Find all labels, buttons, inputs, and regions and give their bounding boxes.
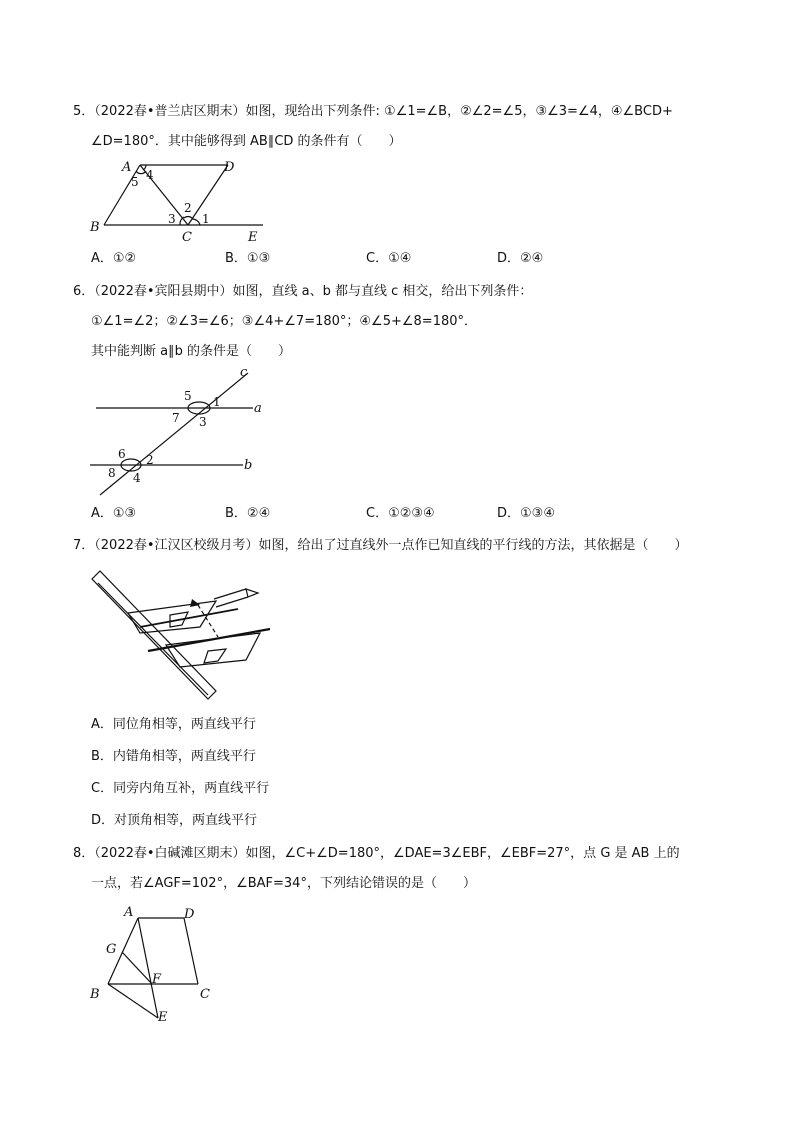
q6-option-d[interactable]: D．①③④ bbox=[497, 506, 555, 521]
q8-label-B: B bbox=[90, 987, 100, 1002]
q6-angle-2: 2 bbox=[146, 453, 154, 467]
q5-angle-2: 2 bbox=[184, 201, 192, 215]
q8-stem-line1: 8．（2022春•白碱滩区期末）如图，∠C+∠D=180°，∠DAE=3∠EBF，∠EBF=27°，点 G 是 AB 上的 bbox=[73, 846, 680, 861]
q8-label-D: D bbox=[184, 907, 195, 922]
q8-label-C: C bbox=[200, 987, 210, 1002]
q6-option-a[interactable]: A．①③ bbox=[91, 506, 137, 521]
q8-stem-line2: 一点，若∠AGF=102°，∠BAF=34°，下列结论错误的是（ ） bbox=[91, 876, 476, 891]
q6-option-c[interactable]: C．①②③④ bbox=[366, 506, 435, 521]
q6-angle-5: 5 bbox=[184, 389, 192, 403]
q7-figure bbox=[88, 565, 278, 705]
q5-figure bbox=[88, 155, 273, 245]
q7-stem-line1: 7．（2022春•江汉区校级月考）如图，给出了过直线外一点作已知直线的平行线的方法，其依据是（ ） bbox=[73, 538, 688, 553]
q8-figure bbox=[88, 900, 228, 1030]
q5-label-E: E bbox=[248, 230, 258, 245]
q6-option-b[interactable]: B．②④ bbox=[225, 506, 271, 521]
q6-angle-6: 6 bbox=[118, 447, 126, 461]
q5-label-C: C bbox=[182, 230, 192, 245]
q6-stem-line1: 6．（2022春•宾阳县期中）如图，直线 a、b 都与直线 c 相交，给出下列条件： bbox=[73, 284, 533, 299]
q6-angle-4: 4 bbox=[133, 471, 141, 485]
q5-angle-3: 3 bbox=[168, 212, 176, 226]
q6-angle-3: 3 bbox=[199, 415, 207, 429]
q6-label-a: a bbox=[254, 401, 262, 416]
q8-label-F: F bbox=[152, 972, 162, 987]
q7-option-d[interactable]: D．对顶角相等，两直线平行 bbox=[91, 813, 258, 828]
q6-angle-7: 7 bbox=[172, 411, 180, 425]
q7-option-b[interactable]: B．内错角相等，两直线平行 bbox=[91, 749, 256, 764]
q5-angle-1: 1 bbox=[202, 212, 210, 226]
q6-angle-8: 8 bbox=[108, 466, 116, 480]
q5-stem-line1: 5．（2022春•普兰店区期末）如图，现给出下列条件: ①∠1=∠B，②∠2=∠5，③∠3=∠4，④∠BCD+ bbox=[73, 104, 673, 119]
q5-option-c[interactable]: C．①④ bbox=[366, 251, 412, 266]
q5-label-D: D bbox=[224, 160, 235, 175]
q5-label-A: A bbox=[122, 160, 132, 175]
q5-option-a[interactable]: A．①② bbox=[91, 251, 137, 266]
q5-option-d[interactable]: D．②④ bbox=[497, 251, 544, 266]
q6-stem-line2: ①∠1=∠2；②∠3=∠6；③∠4+∠7=180°；④∠5+∠8=180°． bbox=[91, 314, 478, 329]
q5-label-B: B bbox=[90, 220, 100, 235]
q6-figure bbox=[88, 365, 278, 500]
q6-label-c: c bbox=[240, 365, 248, 380]
q8-label-G: G bbox=[106, 942, 117, 957]
q5-stem-line2: ∠D=180°．其中能够得到 AB∥CD 的条件有（ ） bbox=[91, 134, 402, 149]
q6-stem-line3: 其中能判断 a∥b 的条件是（ ） bbox=[91, 344, 291, 359]
q8-label-E: E bbox=[158, 1010, 168, 1025]
q5-option-b[interactable]: B．①③ bbox=[225, 251, 271, 266]
q7-option-c[interactable]: C．同旁内角互补，两直线平行 bbox=[91, 781, 270, 796]
q7-option-a[interactable]: A．同位角相等，两直线平行 bbox=[91, 717, 256, 732]
q6-label-b: b bbox=[244, 458, 253, 473]
q8-label-A: A bbox=[124, 905, 134, 920]
q5-angle-4: 4 bbox=[146, 168, 154, 182]
q5-angle-5: 5 bbox=[131, 175, 139, 189]
q6-angle-1: 1 bbox=[213, 395, 221, 409]
